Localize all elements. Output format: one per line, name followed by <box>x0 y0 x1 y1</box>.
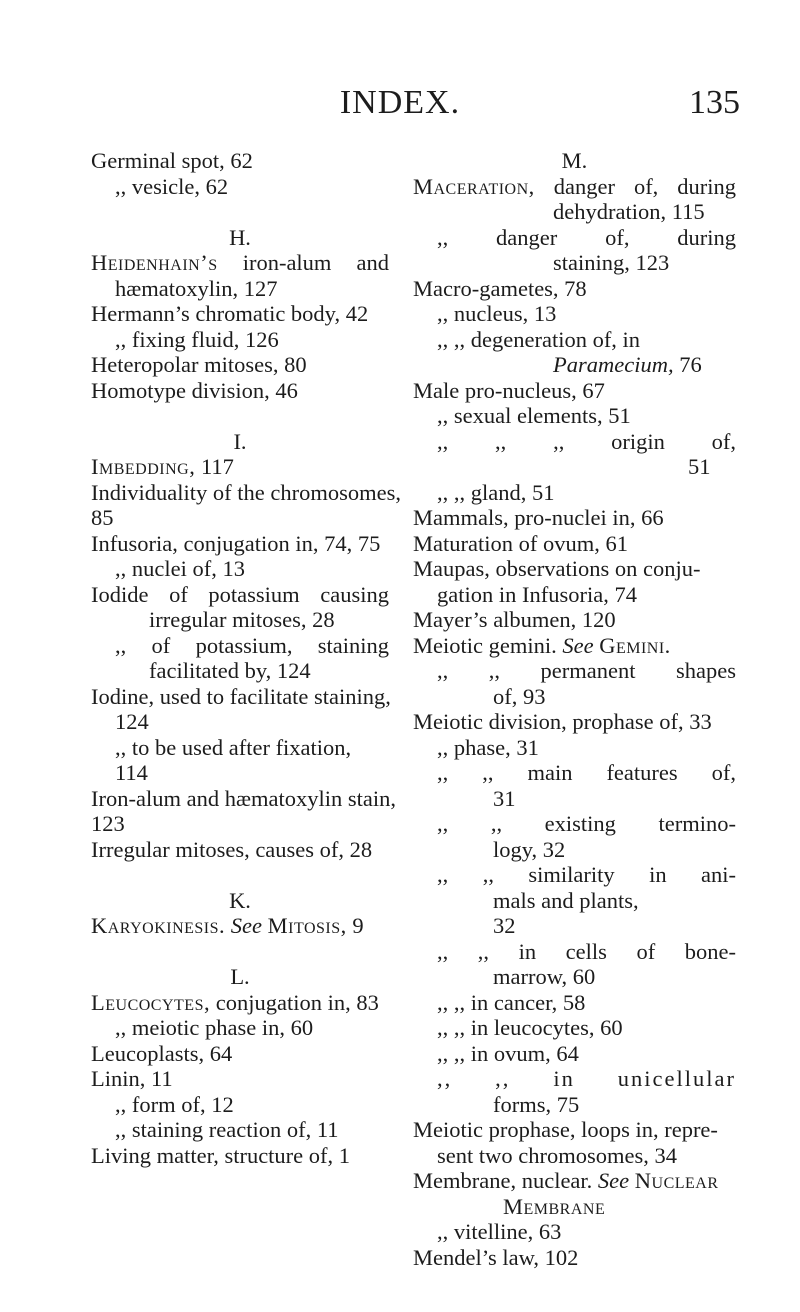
index-subentry: ,, phase, 31 <box>437 734 539 760</box>
index-entry: Irregular mitoses, causes of, 28 <box>91 836 373 862</box>
index-entry: Mammals, pro-nuclei in, 66 <box>413 505 664 530</box>
index-subentry: ,, meiotic phase in, 60 <box>115 1015 314 1040</box>
index-continuation: facilitated by, 124 <box>149 658 311 683</box>
index-continuation: irregular mitoses, 28 <box>149 607 335 632</box>
index-entry: Heidenhain’s iron-alum and <box>91 250 389 275</box>
running-title: INDEX. <box>339 84 461 121</box>
index-continuation: gation in Infusoria, 74 <box>437 581 637 607</box>
index-subentry: ,, ,, gland, 51 <box>437 479 555 505</box>
index-continuation: hæmatoxylin, 127 <box>115 275 278 301</box>
index-continuation: sent two chromosomes, 34 <box>437 1142 677 1168</box>
index-entry: Leucoplasts, 64 <box>91 1040 233 1066</box>
index-subentry: ,, vitelline, 63 <box>437 1219 562 1244</box>
index-subentry: ,, ,, similarity in ani- <box>437 862 736 887</box>
index-subentry: ,, ,, in ovum, 64 <box>437 1040 579 1066</box>
index-subentry: ,, ,, ,, origin of, <box>437 428 736 454</box>
index-entry: Leucocytes, conjugation in, 83 <box>91 989 379 1015</box>
index-subentry: ,, staining reaction of, 11 <box>115 1117 339 1142</box>
index-column-right <box>413 148 736 1270</box>
index-subentry: ,, sexual elements, 51 <box>437 403 631 428</box>
index-subentry: ,, danger of, during <box>437 224 736 250</box>
index-continuation: 114 <box>115 760 148 785</box>
index-continuation: logy, 32 <box>493 836 566 862</box>
index-subentry: ,, ,, existing termino- <box>437 811 736 836</box>
index-entry: Imbedding, 117 <box>91 454 234 479</box>
index-entry: Karyokinesis. See Mitosis, 9 <box>91 913 364 938</box>
index-continuation: Paramecium, 76 <box>553 352 702 377</box>
index-entry: Iodide of potassium causing <box>91 581 389 607</box>
index-entry: Living matter, structure of, 1 <box>91 1142 351 1168</box>
index-subentry: ,, ,, in leucocytes, 60 <box>437 1015 623 1040</box>
index-continuation: 123 <box>91 811 125 836</box>
index-entry: Maupas, observations on conju- <box>413 556 701 581</box>
index-subentry: ,, to be used after fixation, <box>115 734 352 760</box>
index-subentry: ,, ,, main features of, <box>437 760 736 785</box>
index-entry: Male pro-nucleus, 67 <box>413 377 605 403</box>
index-entry: Macro-gametes, 78 <box>413 275 587 301</box>
index-continuation: 32 <box>493 913 516 938</box>
index-entry: Meiotic gemini. See Gemini. <box>413 632 671 658</box>
index-entry: Homotype division, 46 <box>91 377 298 403</box>
index-column-left <box>91 148 401 1168</box>
index-entry: Mayer’s albumen, 120 <box>413 607 616 632</box>
section-letter-m: M. <box>561 148 588 173</box>
index-subentry: ,, ,, in unicellular <box>437 1066 736 1091</box>
index-continuation: 31 <box>493 785 516 811</box>
index-continuation: marrow, 60 <box>493 964 596 989</box>
index-entry: Mendel’s law, 102 <box>413 1244 579 1270</box>
index-continuation: dehydration, 115 <box>553 199 705 224</box>
index-subentry: ,, ,, in cells of bone- <box>437 938 736 964</box>
index-entry: Maceration, danger of, during <box>413 173 736 199</box>
page-number: 135 <box>689 84 740 121</box>
index-subentry: ,, ,, in cancer, 58 <box>437 989 586 1015</box>
index-entry: Individuality of the chromosomes, <box>91 479 401 505</box>
index-continuation: 51 <box>688 454 711 479</box>
index-entry: Hermann’s chromatic body, 42 <box>91 301 369 326</box>
section-letter-l: L. <box>230 964 250 989</box>
index-continuation: 85 <box>91 505 114 530</box>
index-continuation: forms, 75 <box>493 1091 580 1117</box>
section-letter-h: H. <box>229 224 251 250</box>
index-continuation: mals and plants, <box>493 887 639 913</box>
index-subentry: ,, ,, degeneration of, in <box>437 326 641 352</box>
index-continuation: Membrane <box>503 1193 606 1219</box>
section-letter-k: K. <box>229 887 251 913</box>
page-header <box>60 84 740 124</box>
index-entry: Membrane, nuclear. See Nuclear <box>413 1168 719 1193</box>
index-entry: Infusoria, conjugation in, 74, 75 <box>91 530 381 556</box>
index-entry: Meiotic division, prophase of, 33 <box>413 709 712 734</box>
index-subentry: ,, of potassium, staining <box>115 632 389 658</box>
index-subentry: ,, nuclei of, 13 <box>115 556 245 581</box>
index-subentry: ,, fixing fluid, 126 <box>115 326 279 352</box>
index-subentry: ,, nucleus, 13 <box>437 301 557 326</box>
index-entry: Iodine, used to facilitate staining, <box>91 683 391 709</box>
index-continuation: 124 <box>115 709 149 734</box>
index-subentry: ,, ,, permanent shapes <box>437 658 736 683</box>
index-entry: Linin, 11 <box>91 1066 173 1091</box>
index-continuation: of, 93 <box>493 683 546 709</box>
index-subentry: ,, form of, 12 <box>115 1091 234 1117</box>
index-entry: Germinal spot, 62 <box>91 148 253 173</box>
index-entry: Iron-alum and hæmatoxylin stain, <box>91 785 396 811</box>
index-entry: Heteropolar mitoses, 80 <box>91 352 307 377</box>
section-letter-i: I. <box>233 428 247 454</box>
index-continuation: staining, 123 <box>553 250 670 275</box>
index-entry: Maturation of ovum, 61 <box>413 530 628 556</box>
index-entry: Meiotic prophase, loops in, repre- <box>413 1117 718 1142</box>
index-subentry: ,, vesicle, 62 <box>115 173 229 199</box>
